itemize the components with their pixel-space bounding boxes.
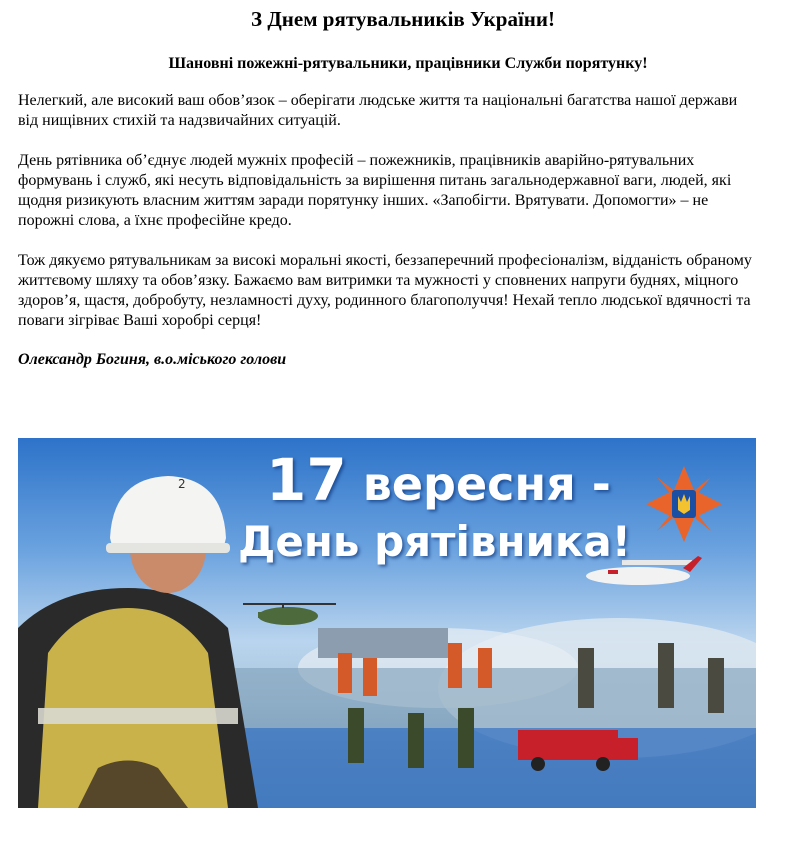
greeting-line: Шановні пожежні-рятувальники, працівники Служби порятунку! (168, 55, 648, 72)
rescue-service-emblem-icon (646, 466, 722, 542)
banner-date-word: вересня - (362, 457, 611, 511)
signature: Олександр Богиня, в.о.міського голови (18, 351, 287, 368)
paragraph-1: Нелегкий, але високий ваш обов’язок – оберігати людське життя та національні багатства нашої держави від нищівних стихій та надзвичайних ситуацій. (18, 92, 738, 129)
document-page (18, 0, 778, 386)
page-title: З Днем рятувальників України! (251, 7, 555, 31)
banner-date (266, 446, 611, 514)
paragraph-3: Тож дякуємо рятувальникам за високі моральні якості, беззаперечний професіоналізм, відданість обраному життєвому шляху та обов’язку. Бажаємо вам витримки та мужності у сповнених напруги буднях, міцного здоров’я, щастя, добробуту, незламності духу, родинного благополуччя! Нехай тепло людської вдячності та поваги зігріває Ваші хоробрі серця! (18, 252, 752, 329)
banner-holiday-title: День рятівника! (238, 517, 631, 566)
banner-date-number: 17 (266, 446, 347, 514)
firefighter-illustration (18, 476, 258, 808)
paragraph-2: День рятівника об’єднує людей мужніх професій – пожежників, працівників аварійно-рятувальних формувань і служб, які несуть відповідальність за вирішення питань загальнодержавної ваги, людей, які щодня ризикують власним життям заради порятунку інших. «Запобігти. Врятувати. Допомогти» – не порожні слова, а їхнє професійне кредо. (18, 152, 732, 229)
helmet-number: 2 (178, 477, 186, 491)
helicopter-icon (243, 604, 336, 625)
rescuer-day-banner (18, 438, 756, 808)
